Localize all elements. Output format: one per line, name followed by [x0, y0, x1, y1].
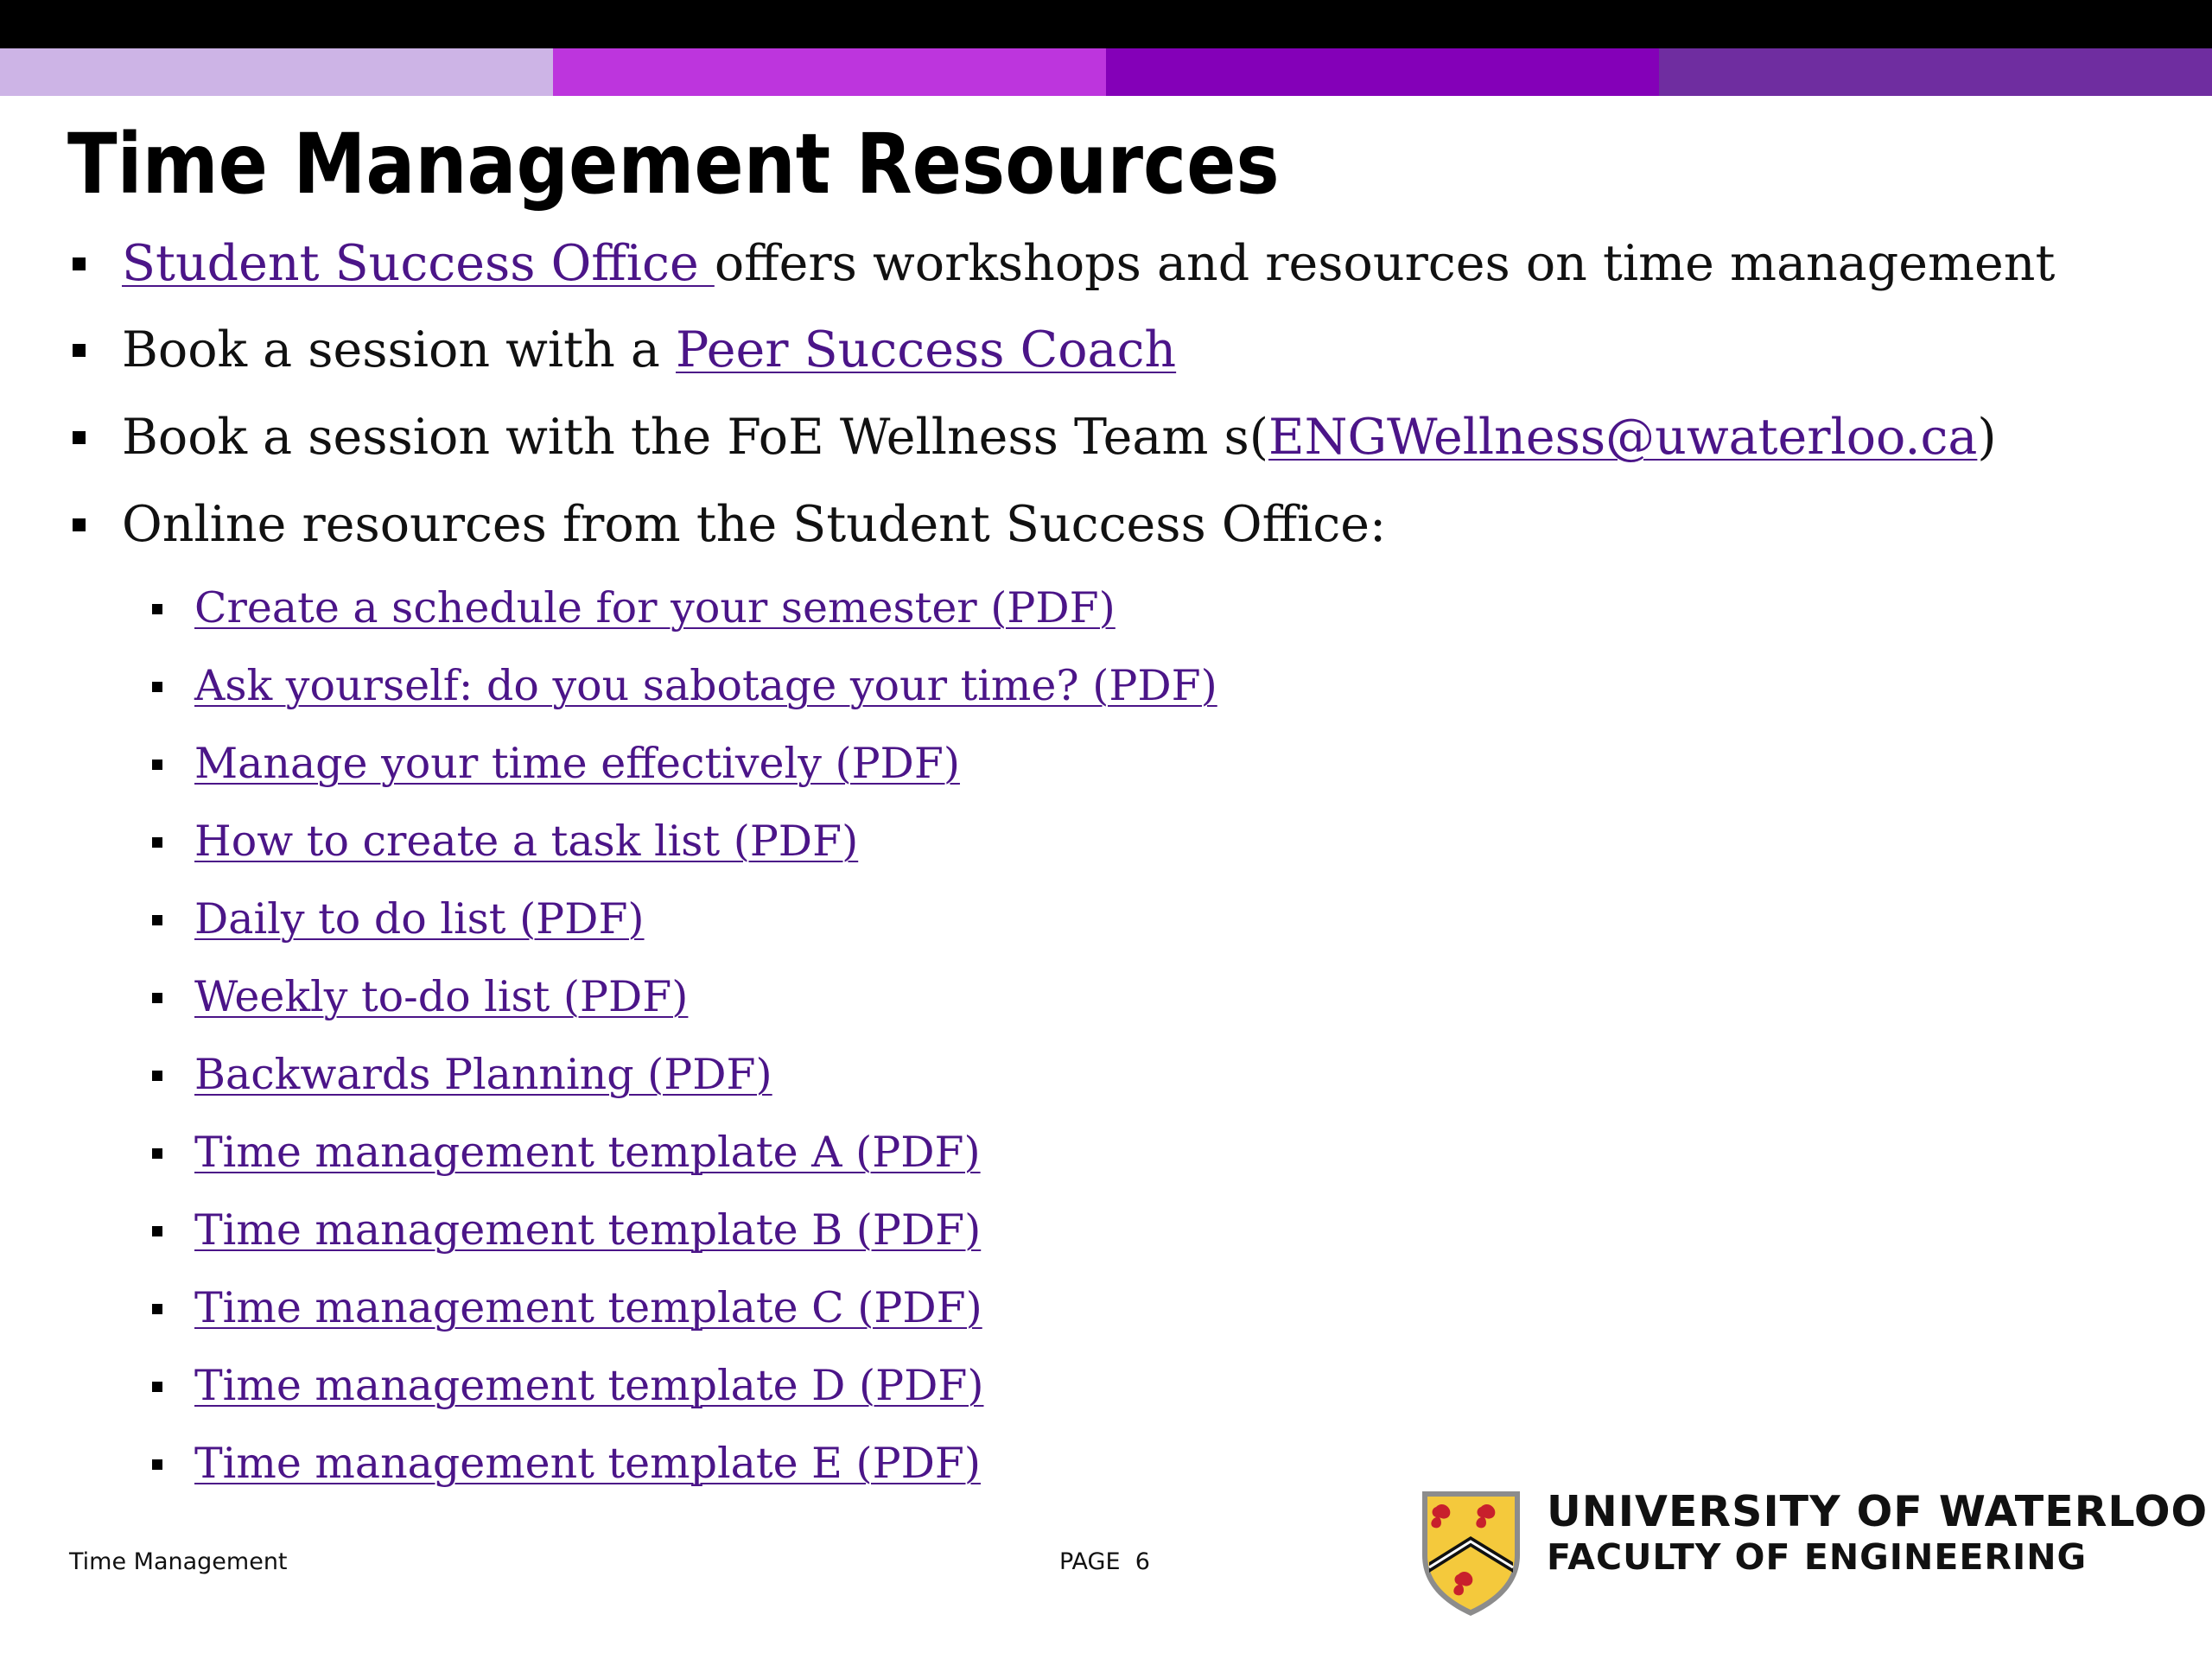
resource-link-manage-time[interactable]: Manage your time effectively (PDF)	[194, 739, 960, 788]
resource-link-sabotage[interactable]: Ask yourself: do you sabotage your time? (PDF)	[194, 661, 1217, 710]
bullet-marker	[152, 915, 162, 925]
logo-faculty-name: FACULTY OF ENGINEERING	[1547, 1536, 2088, 1578]
waterloo-shield-icon	[1417, 1488, 1525, 1618]
eng-wellness-email-link[interactable]: ENGWellness@uwaterloo.ca	[1268, 409, 1978, 466]
stripe-dark-purple	[1659, 48, 2212, 96]
stripe-magenta	[553, 48, 1106, 96]
resource-link-template-d[interactable]: Time management template D (PDF)	[194, 1361, 984, 1410]
peer-success-coach-link[interactable]: Peer Success Coach	[676, 321, 1177, 378]
bullet-marker	[152, 1148, 162, 1159]
resource-link-template-e[interactable]: Time management template E (PDF)	[194, 1439, 981, 1488]
resource-link-daily-todo[interactable]: Daily to do list (PDF)	[194, 894, 645, 944]
page-number: PAGE 6	[1059, 1548, 1150, 1575]
resource-link-template-b[interactable]: Time management template B (PDF)	[194, 1205, 982, 1255]
top-black-bar	[0, 0, 2212, 48]
bullet-marker	[152, 837, 162, 848]
stripe-lavender	[0, 48, 553, 96]
footer-title: Time Management	[69, 1548, 288, 1575]
bullet-marker	[73, 257, 86, 270]
student-success-office-link[interactable]: Student Success Office	[122, 235, 715, 292]
bullet-text: Book a session with the FoE Wellness Team s(	[122, 409, 1269, 466]
bullet-text-tail: )	[1977, 409, 1997, 466]
stripe-purple	[1106, 48, 1659, 96]
resource-link-weekly-todo[interactable]: Weekly to-do list (PDF)	[194, 972, 689, 1021]
bullet-text: Book a session with a	[122, 321, 676, 378]
bullet-marker	[152, 1226, 162, 1236]
bullet-marker	[152, 760, 162, 770]
bullet-text: offers workshops and resources on time management	[714, 235, 2056, 292]
resource-link-template-c[interactable]: Time management template C (PDF)	[194, 1283, 982, 1332]
bullet-text: Online resources from the Student Success Office:	[122, 496, 1387, 553]
bullet-marker	[73, 344, 86, 357]
resource-link-task-list[interactable]: How to create a task list (PDF)	[194, 817, 859, 866]
bullet-marker	[73, 518, 86, 531]
bullet-marker	[152, 1304, 162, 1314]
logo-university-name: UNIVERSITY OF WATERLOO	[1547, 1487, 2209, 1536]
slide-title: Time Management Resources	[67, 116, 1280, 213]
bullet-marker	[152, 1071, 162, 1081]
resource-link-schedule[interactable]: Create a schedule for your semester (PDF)	[194, 583, 1116, 632]
bullet-marker	[152, 1382, 162, 1392]
bullet-marker	[152, 1459, 162, 1470]
color-stripe-bar	[0, 48, 2212, 96]
bullet-marker	[152, 682, 162, 692]
bullet-marker	[152, 993, 162, 1003]
resource-link-backwards-planning[interactable]: Backwards Planning (PDF)	[194, 1050, 772, 1099]
bullet-marker	[152, 604, 162, 614]
bullet-marker	[73, 431, 86, 444]
resource-link-template-a[interactable]: Time management template A (PDF)	[194, 1128, 981, 1177]
university-logo-text	[1547, 1488, 2208, 1578]
